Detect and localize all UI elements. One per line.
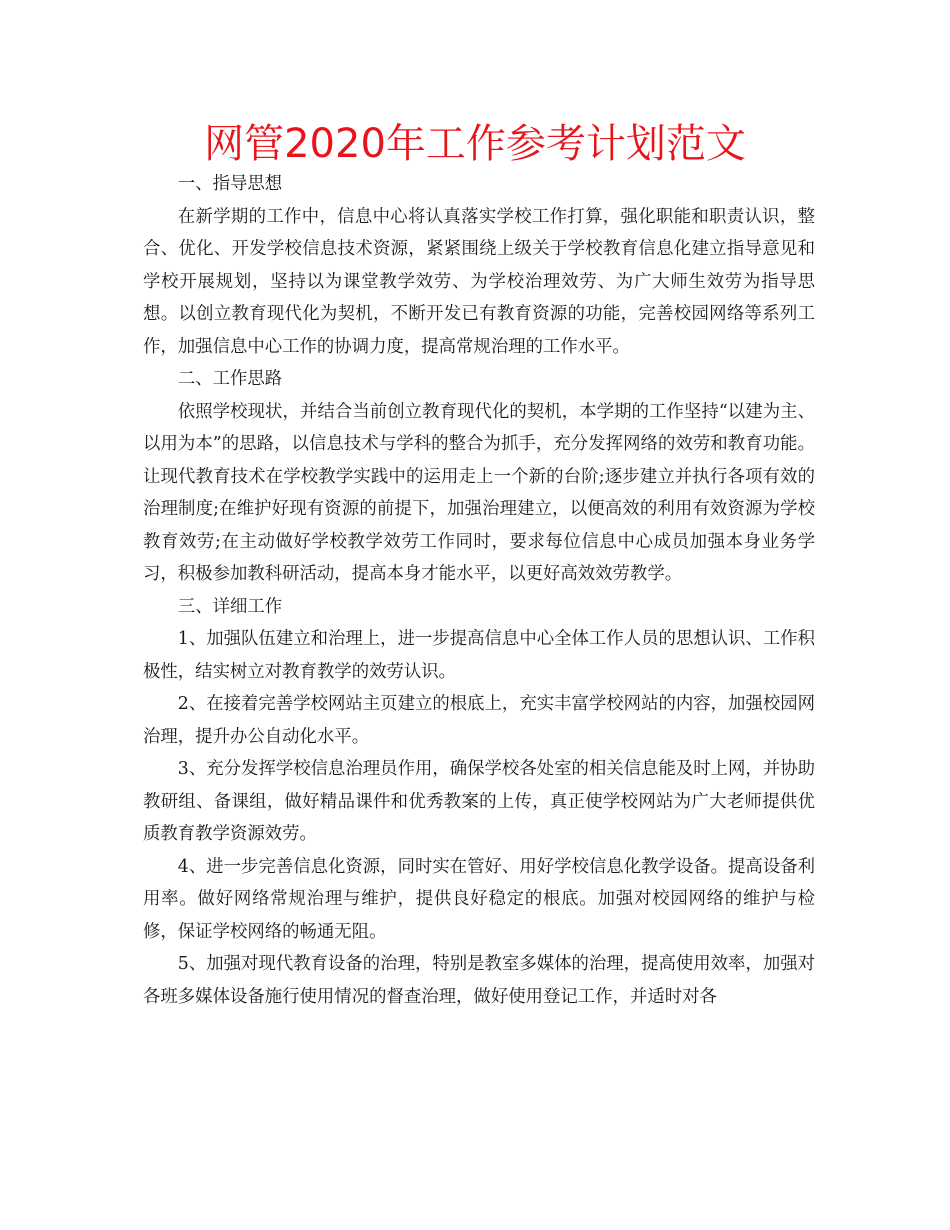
section-heading-guiding-thought: 一、指导思想 (177, 174, 283, 194)
list-item-2: 2、在接着完善学校网站主页建立的根底上，充实丰富学校网站的内容，加强校园网治理，提升办公自动化水平。 (143, 694, 815, 747)
list-item-4: 4、进一步完善信息化资源，同时实在管好、用好学校信息化教学设备。提高设备利用率。做好网络常规治理与维护，提供良好稳定的根底。加强对校园网络的维护与检修，保证学校网络的畅通无阻。 (143, 856, 815, 942)
section-heading-detailed-work: 三、详细工作 (177, 596, 283, 617)
paragraph-guiding-thought: 在新学期的工作中，信息中心将认真落实学校工作打算，强化职能和职责认识，整合、优化、开发学校信息技术资源，紧紧围绕上级关于学校教育信息化建立指导意见和学校开展规划，坚持以为课堂教学效劳、为学校治理效劳、为广大师生效劳为指导思想。以创立教育现代化为契机，不断开发已有教育资源的功能，完善校园网络等系列工作，加强信息中心工作的协调力度，提高常规治理的工作水平。 (143, 206, 815, 357)
list-item-1: 1、加强队伍建立和治理上，进一步提高信息中心全体工作人员的思想认识、工作积极性，结实树立对教育教学的效劳认识。 (143, 629, 815, 682)
document-title: 网管2020年工作参考计划范文 (204, 121, 746, 167)
paragraph-work-approach: 依照学校现状，并结合当前创立教育现代化的契机，本学期的工作坚持“以建为主、以用为本”的思路，以信息技术与学科的整合为抓手，充分发挥网络的效劳和教育功能。让现代教育技术在学校教学实践中的运用走上一个新的台阶;逐步建立并执行各项有效的治理制度;在维护好现有资源的前提下，加强治理建立，以便高效的利用有效资源为学校教育效劳;在主动做好学校教学效劳工作同时，要求每位信息中心成员加强本身业务学习，积极参加教科研活动，提高本身才能水平，以更好高效效劳教学。 (143, 401, 815, 584)
document-body (143, 168, 815, 1013)
section-heading-work-approach: 二、工作思路 (177, 369, 283, 389)
list-item-5: 5、加强对现代教育设备的治理，特别是教室多媒体的治理，提高使用效率，加强对各班多媒体设备施行使用情况的督查治理，做好使用登记工作，并适时对各 (143, 954, 815, 1007)
list-item-3: 3、充分发挥学校信息治理员作用，确保学校各处室的相关信息能及时上网，并协助教研组、备课组，做好精品课件和优秀教案的上传，真正使学校网站为广大老师提供优质教育教学资源效劳。 (143, 759, 815, 844)
